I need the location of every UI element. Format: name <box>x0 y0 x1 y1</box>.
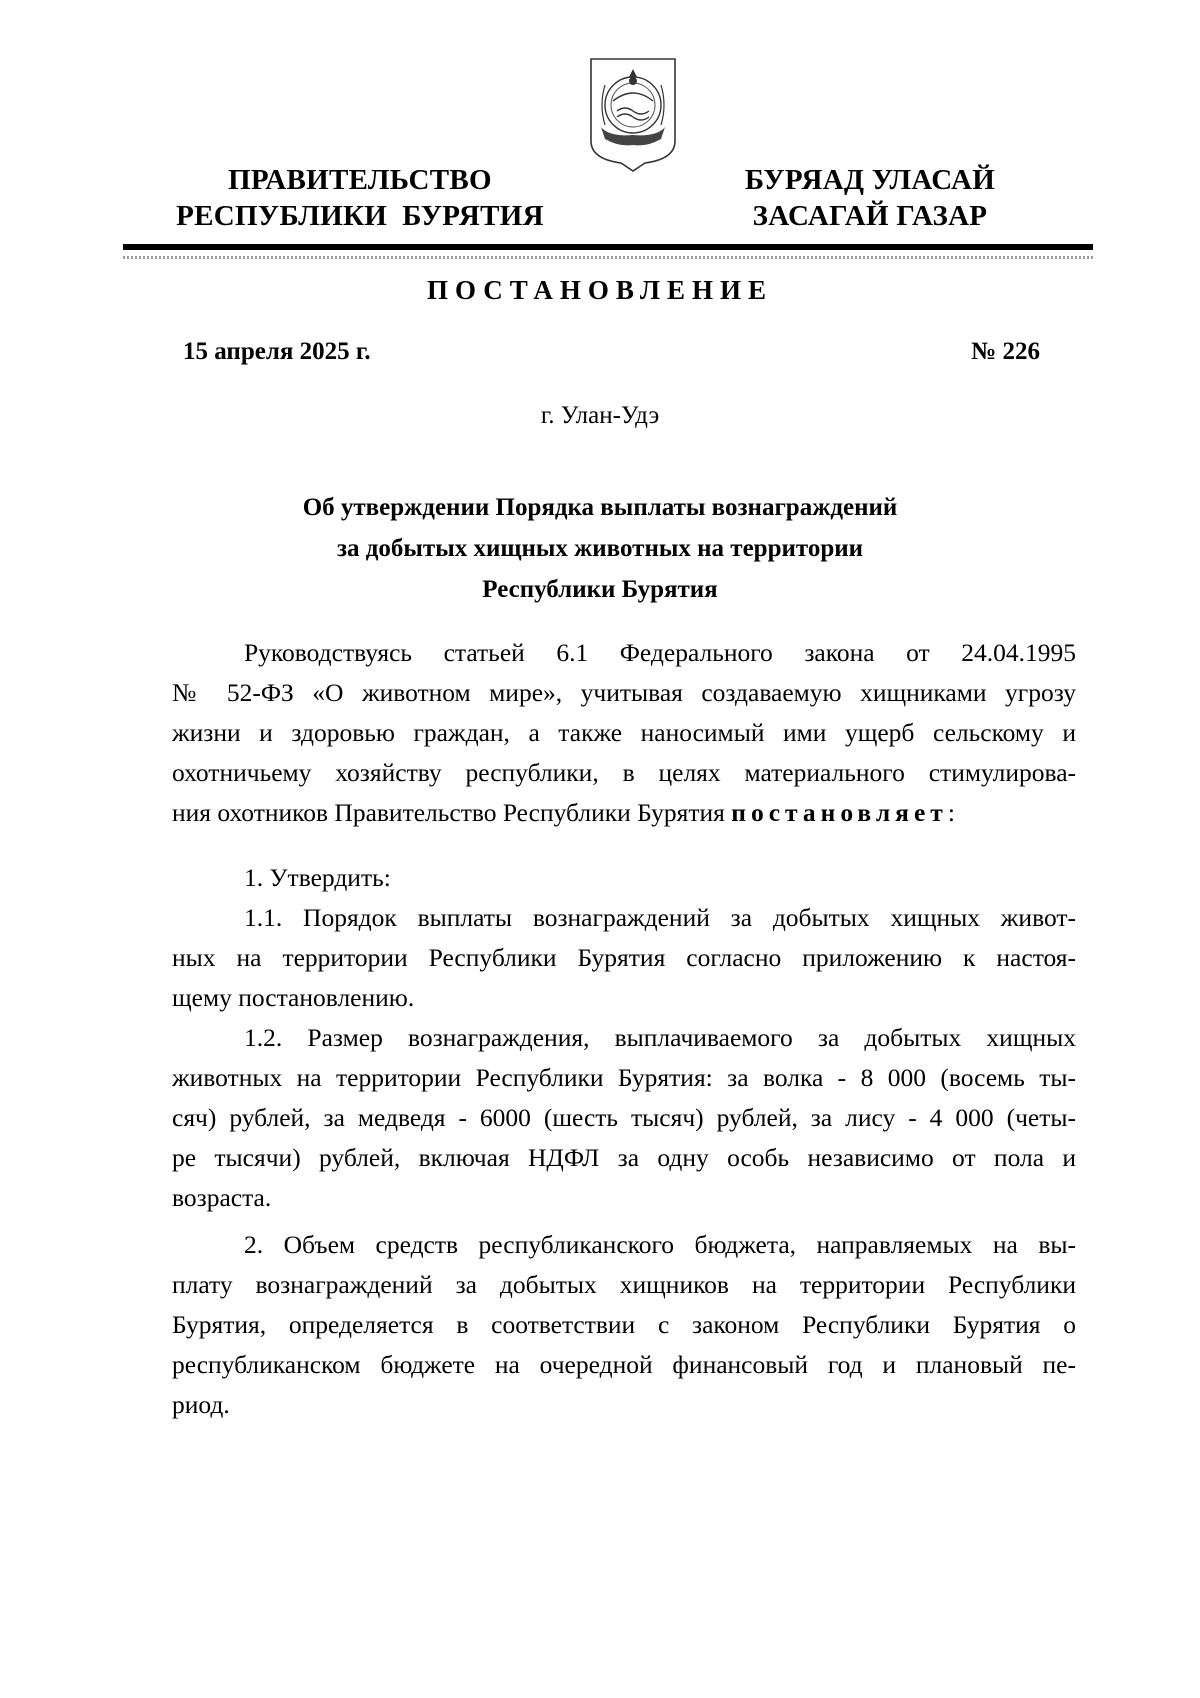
paragraph-line: Руководствуясь статьей 6.1 Федерального закона от 24.04.1995 <box>244 638 1076 667</box>
preamble-paragraph <box>172 633 1076 833</box>
document-type: ПОСТАНОВЛЕНИЕ <box>426 275 774 305</box>
title-line: за добытых хищных животных на территории <box>336 535 864 562</box>
paragraph-line: 2. Объем средств республиканского бюджета, направляемых на вы- <box>244 1230 1076 1259</box>
paragraph-line: животных на территории Республики Бурятия: за волка - 8 000 (восемь ты- <box>172 1063 1076 1092</box>
preamble-colon: : <box>947 798 955 827</box>
paragraph-line <box>172 793 1076 833</box>
paragraph-line: № 52-ФЗ «О животном мире», учитывая создаваемую хищниками угрозу <box>172 678 1076 707</box>
paragraph-line: 1.2. Размер вознаграждения, выплачиваемого за добытых хищных <box>244 1023 1076 1052</box>
item-2-paragraph <box>172 1225 1076 1425</box>
paragraph-line: возраста. <box>172 1183 272 1212</box>
title-line: Республики Бурятия <box>482 576 718 603</box>
header-left <box>150 162 570 234</box>
paragraph-line: 1. Утвердить: <box>244 863 391 892</box>
header-right-line1: БУРЯАД УЛАСАЙ <box>744 164 996 196</box>
paragraph-line: плату вознаграждений за добытых хищников на территории Республики <box>172 1270 1076 1299</box>
paragraph-line: Бурятия, определяется в соответствии с законом Республики Бурятия о <box>172 1310 1076 1339</box>
header-right-line2: ЗАСАГАЙ ГАЗАР <box>752 200 988 232</box>
paragraph-line: охотничьему хозяйству республики, в целях материального стимулирова- <box>172 758 1076 787</box>
paragraph-line: республиканском бюджете на очередной финансовый год и плановый пе- <box>172 1350 1076 1379</box>
document-title <box>200 487 1000 610</box>
coat-of-arms-icon <box>587 55 679 173</box>
header-right <box>700 162 1040 234</box>
header-divider-thick <box>123 244 1093 250</box>
paragraph-line: ре тысячи) рублей, включая НДФЛ за одну особь независимо от пола и <box>172 1143 1076 1172</box>
header-divider-thin <box>123 256 1093 259</box>
document-city: г. Улан-Удэ <box>540 402 660 429</box>
paragraph-line: щему постановлению. <box>172 983 415 1012</box>
header-left-line2: РЕСПУБЛИКИ БУРЯТИЯ <box>176 200 544 232</box>
document-date: 15 апреля 2025 г. <box>183 338 371 365</box>
preamble-text: ния охотников Правительство Республики Бурятия <box>172 798 725 827</box>
title-line: Об утверждении Порядка выплаты вознаграждений <box>302 494 898 521</box>
paragraph-line: 1.1. Порядок выплаты вознаграждений за добытых хищных живот- <box>244 903 1076 932</box>
resolves-word: постановляет <box>731 798 948 827</box>
document-number: № 226 <box>971 338 1040 365</box>
paragraph-line: ных на территории Республики Бурятия согласно приложению к настоя- <box>172 943 1076 972</box>
paragraph-line: сяч) рублей, за медведя - 6000 (шесть тысяч) рублей, за лису - 4 000 (четы- <box>172 1103 1076 1132</box>
header-left-line1: ПРАВИТЕЛЬСТВО <box>228 164 492 196</box>
paragraph-line: жизни и здоровью граждан, а также наносимый ими ущерб сельскому и <box>172 718 1076 747</box>
item-1-paragraph <box>172 858 1076 1218</box>
paragraph-line: риод. <box>172 1390 230 1419</box>
